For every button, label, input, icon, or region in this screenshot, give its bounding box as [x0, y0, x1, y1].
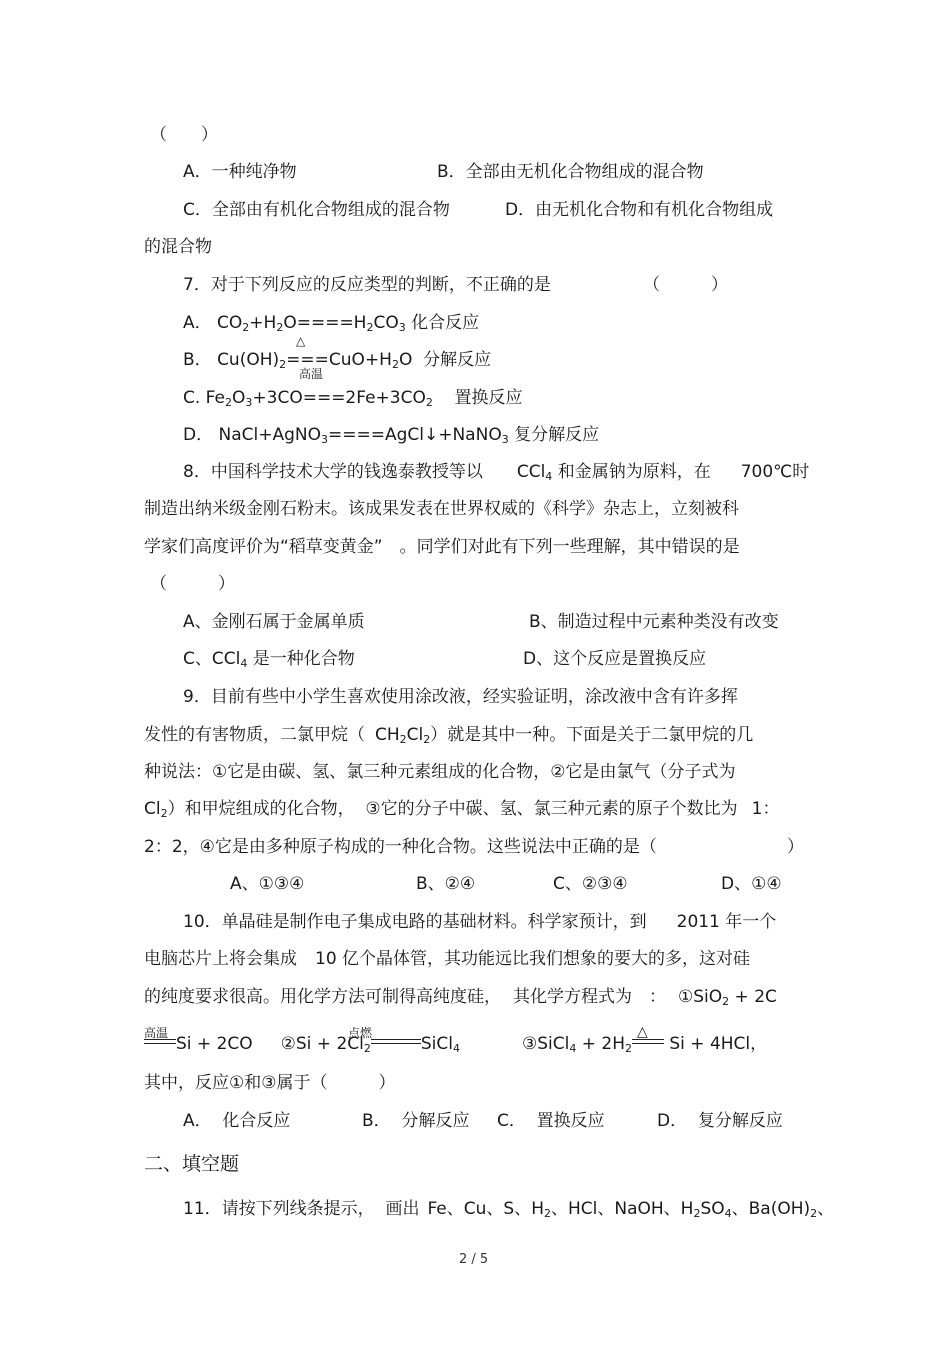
q6-option-b: B．全部由无机化合物组成的混合物 [437, 162, 704, 182]
q6-option-d: D．由无机化合物和有机化合物组成 [505, 200, 774, 220]
delta-condition: △ [296, 334, 306, 348]
q7-paren: （ ） [643, 275, 728, 295]
q8-option-a: A、金刚石属于金属单质 [183, 612, 365, 632]
q6-option-c: C．全部由有机化合物组成的混合物 [183, 200, 450, 220]
section-heading: 二、填空题 [144, 1153, 240, 1175]
q8-option-c: C、CCl$_4$ 是一种化合物 [183, 649, 355, 670]
q10-line-2: 电脑芯片上将会集成 10 亿个晶体管，其功能远比我们想象的要大的多，这对硅 [144, 949, 751, 969]
q7-stem: 7．对于下列反应的反应类型的判断，不正确的是 [183, 275, 551, 295]
q9-line-5: 2：2，④它是由多种原子构成的一种化合物。这些说法中正确的是（ [144, 837, 657, 857]
q10-line-3: 的纯度要求很高。用化学方法可制得高纯度硅， 其化学方程式为 ： ①SiO$_2$ + 2C [144, 987, 777, 1008]
high-temp-condition-2: 高温 [144, 1026, 169, 1040]
q8-option-b: B、制造过程中元素种类没有改变 [529, 612, 779, 632]
q10-equations: Si + 2CO ②Si + $2Cl_2$ SiCl$_4$ ③SiCl$_4$ + $2H_2$ Si + 4HCl， [144, 1036, 767, 1054]
q7-option-a: A． $CO_2+H_2O====H_2CO_3$ 化合反应 [183, 313, 480, 334]
q11-line-1: 11．请按下列线条提示， 画出 Fe、Cu、S、$H_2$、HCl、NaOH、$H_2SO_4$、$Ba(OH)_2$、 [183, 1199, 835, 1220]
ignite-condition: 点燃 [348, 1026, 373, 1040]
q8-paren: （ ） [150, 574, 235, 594]
q9-line-2: 发性的有害物质，二氯甲烷（ $CH_2Cl_2$）就是其中一种。下面是关于二氯甲烷的几 [144, 725, 754, 746]
q7-option-c: C. $Fe_2O_3+3CO===2Fe+3CO_2$ 置换反应 [183, 388, 523, 409]
equation-bar [144, 1037, 176, 1047]
q9-option-d: D、①④ [721, 874, 782, 894]
q7-option-b: B． $Cu(OH)_2===CuO+H_2O$ 分解反应 [183, 350, 492, 371]
q10-line-5: 其中，反应①和③属于（ ） [144, 1073, 396, 1093]
q10-option-a: A． 化合反应 [183, 1111, 291, 1131]
q9-option-a: A、①③④ [230, 874, 305, 894]
q9-paren-close: ） [787, 837, 804, 857]
q8-option-d: D、这个反应是置换反应 [523, 649, 707, 669]
page-number: 2 / 5 [459, 1252, 489, 1267]
q9-line-1: 9．目前有些中小学生喜欢使用涂改液，经实验证明，涂改液中含有许多挥 [183, 687, 738, 707]
equation-bar [371, 1037, 421, 1047]
high-temp-condition: 高温 [299, 367, 324, 381]
q7-option-d: D． NaCl+AgNO$_3$====AgCl↓+NaNO$_3$ 复分解反应 [183, 425, 600, 446]
answer-paren: （ ） [150, 125, 218, 145]
q8-line-1: 8．中国科学技术大学的钱逸泰教授等以 CCl$_4$ 和金属钠为原料，在 700℃时 [183, 462, 810, 483]
q9-option-c: C、②③④ [553, 874, 628, 894]
q10-line-1: 10．单晶硅是制作电子集成电路的基础材料。科学家预计，到 2011 年一个 [183, 912, 777, 932]
q10-option-d: D． 复分解反应 [657, 1111, 783, 1131]
q10-option-b: B． 分解反应 [362, 1111, 470, 1131]
q6-option-d-cont: 的混合物 [144, 237, 212, 257]
q10-option-c: C． 置换反应 [497, 1111, 605, 1131]
q6-option-a: A．一种纯净物 [183, 162, 297, 182]
q9-line-3: 种说法：①它是由碳、氢、氯三种元素组成的化合物，②它是由氯气（分子式为 [144, 762, 736, 782]
q8-line-3: 学家们高度评价为“稻草变黄金” 。同学们对此有下列一些理解，其中错误的是 [144, 537, 740, 557]
delta-condition-2: △ [637, 1024, 648, 1040]
q8-line-2: 制造出纳米级金刚石粉末。该成果发表在世界权威的《科学》杂志上，立刻被科 [144, 499, 739, 519]
q9-option-b: B、②④ [416, 874, 476, 894]
q9-line-4: $Cl_2$）和甲烷组成的化合物， ③它的分子中碳、氢、氯三种元素的原子个数比为 1： [144, 799, 780, 820]
